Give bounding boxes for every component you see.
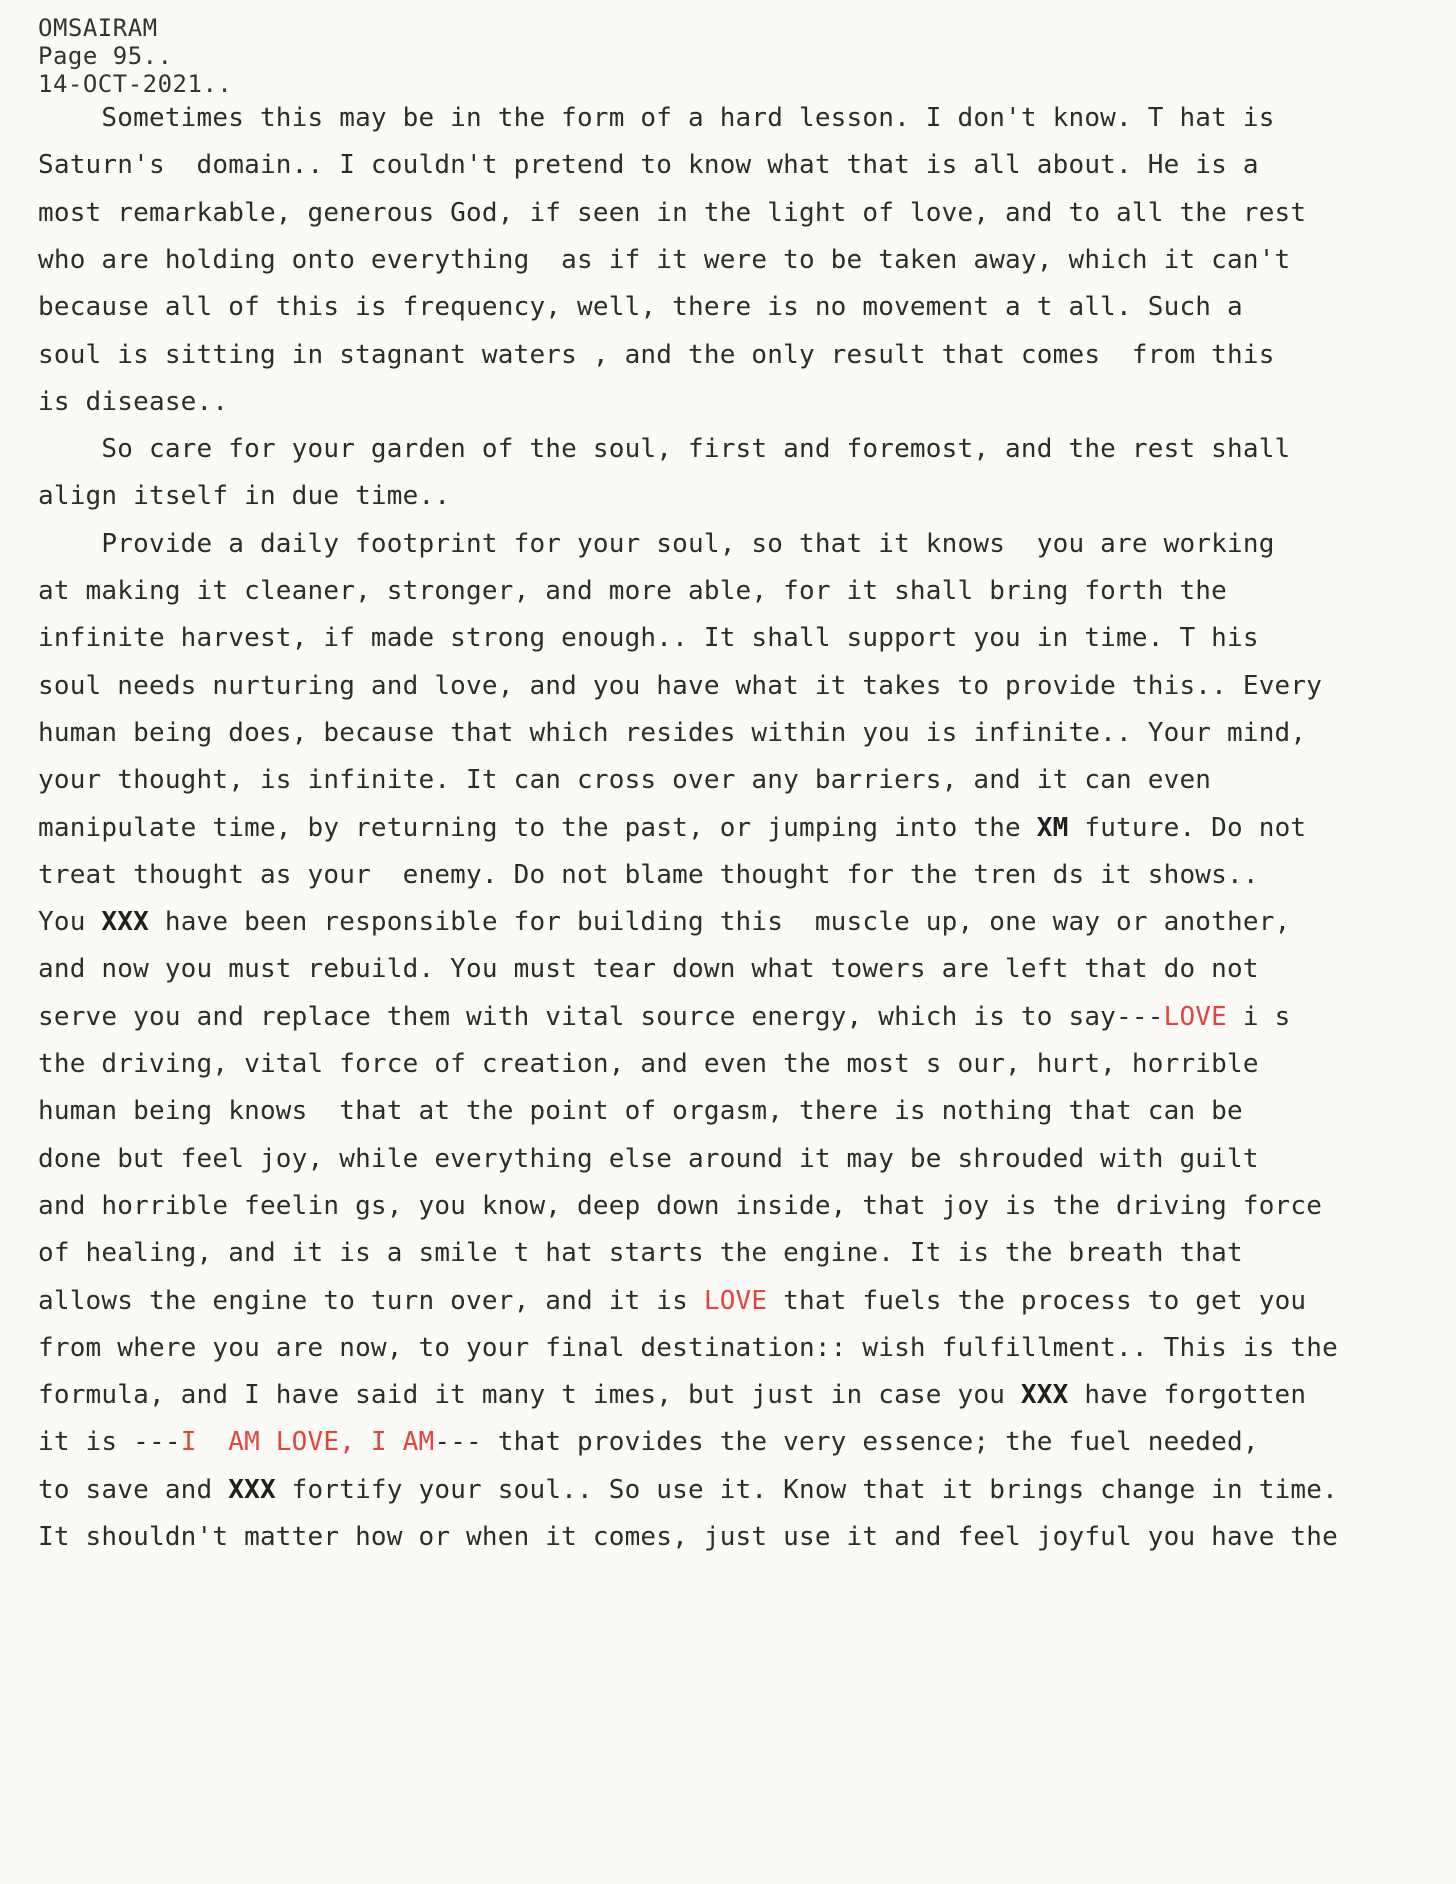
text-segment: the driving, vital force of creation, and even the most s our, hurt, horrible [38, 1049, 1259, 1079]
text-line [38, 429, 1290, 469]
text-line [38, 808, 1306, 848]
text-line [38, 1044, 1259, 1084]
text-segment: who are holding onto everything as if it were to be taken away, which it can't [38, 244, 1291, 275]
text-line [38, 760, 1211, 800]
text-line [38, 193, 1306, 233]
text-segment: infinite harvest, if made strong enough.. It shall support you in time. T his [38, 623, 1259, 654]
overtyped-segment: XM [1036, 812, 1069, 843]
text-segment: and now you must rebuild. You must tear down what towers are left that do not [38, 954, 1259, 985]
text-line [38, 476, 450, 516]
overtyped-segment: XXX [1020, 1380, 1069, 1411]
text-line [38, 1328, 1338, 1368]
text-line [38, 1233, 1243, 1273]
text-segment: You [38, 907, 102, 938]
text-line [38, 1139, 1259, 1179]
text-line [38, 335, 1275, 375]
text-segment: soul is sitting in stagnant waters , and the only result that comes from this [38, 339, 1275, 370]
text-segment: align itself in due time.. [38, 481, 451, 512]
overtyped-segment: XXX [101, 907, 149, 938]
text-segment: and horrible feelin gs, you know, deep down inside, that joy is the driving force [38, 1190, 1323, 1221]
text-segment: manipulate time, by returning to the past, or jumping into the [38, 812, 1037, 843]
text-segment: Saturn's domain.. I couldn't pretend to know what that is all about. He is a [38, 150, 1259, 181]
text-line [38, 524, 1275, 564]
text-line [38, 666, 1322, 706]
text-line [38, 571, 1227, 611]
text-segment: that fuels the process to get you [767, 1285, 1307, 1316]
text-line [38, 1470, 1338, 1510]
text-segment: is disease.. [38, 386, 229, 417]
text-segment: at making it cleaner, stronger, and more able, for it shall bring forth the [38, 576, 1227, 606]
text-segment: done but feel joy, while everything else around it may be shrouded with guilt [38, 1143, 1259, 1174]
text-line [38, 382, 228, 422]
text-segment: have forgotten [1068, 1380, 1307, 1411]
text-segment: It shouldn't matter how or when it comes, just use it and feel joyful you have the [38, 1522, 1338, 1552]
text-segment: to save and [38, 1474, 229, 1505]
text-segment: soul needs nurturing and love, and you have what it takes to provide this.. Every [38, 670, 1323, 701]
text-segment: most remarkable, generous God, if seen in the light of love, and to all the rest [38, 197, 1307, 228]
text-segment: --- that provides the very essence; the fuel needed, [434, 1427, 1259, 1458]
text-line [38, 949, 1259, 989]
text-segment: fortify your soul.. So use it. Know that it brings change in time. [275, 1474, 1338, 1505]
text-segment: from where you are now, to your final destination:: wish fulfillment.. This is the [38, 1332, 1338, 1363]
text-segment: because all of this is frequency, well, there is no movement a t all. Such a [38, 292, 1243, 323]
text-line [38, 145, 1259, 185]
text-segment: Provide a daily footprint for your soul, so that it knows you are working [38, 528, 1275, 559]
text-segment: Sometimes this may be in the form of a hard lesson. I don't know. T hat is [38, 103, 1275, 133]
red-text-segment: LOVE [703, 1285, 768, 1316]
red-text-segment: I AM LOVE, I AM [180, 1427, 435, 1458]
text-segment: future. Do not [1068, 812, 1307, 843]
text-line [38, 855, 1259, 895]
header-date: 14-OCT-2021.. [38, 70, 233, 98]
text-line [38, 1375, 1306, 1415]
text-line [38, 1091, 1243, 1131]
text-segment: treat thought as your enemy. Do not blame thought for the tren ds it shows.. [38, 859, 1259, 890]
text-segment: serve you and replace them with vital source energy, which is to say--- [38, 1001, 1164, 1032]
header-title: OMSAIRAM [38, 14, 158, 42]
text-line [38, 997, 1290, 1037]
text-segment: formula, and I have said it many t imes, but just in case you [38, 1380, 1021, 1411]
text-line [38, 1186, 1322, 1226]
text-line [38, 1422, 1259, 1462]
text-segment: allows the engine to turn over, and it is [38, 1285, 704, 1316]
text-segment: So care for your garden of the soul, first and foremost, and the rest shall [38, 434, 1291, 465]
page-header [38, 14, 232, 98]
text-segment: of healing, and it is a smile t hat starts the engine. It is the breath that [38, 1238, 1243, 1269]
text-line [38, 98, 1275, 138]
text-segment: your thought, is infinite. It can cross over any barriers, and it can even [38, 765, 1212, 796]
text-segment: human being does, because that which resides within you is infinite.. Your mind, [38, 717, 1307, 748]
header-page-number: Page 95.. [38, 42, 173, 70]
text-line [38, 713, 1306, 753]
red-text-segment: LOVE [1163, 1001, 1228, 1032]
overtyped-segment: XXX [228, 1474, 276, 1505]
text-segment: human being knows that at the point of orgasm, there is nothing that can be [38, 1096, 1243, 1127]
text-segment: it is --- [38, 1427, 181, 1458]
text-line [38, 902, 1290, 942]
text-line [38, 287, 1243, 327]
text-line [38, 618, 1259, 658]
text-line [38, 1517, 1338, 1557]
text-line [38, 1281, 1306, 1321]
text-line [38, 240, 1290, 280]
text-segment: have been responsible for building this muscle up, one way or another, [148, 907, 1291, 938]
text-segment: i s [1227, 1001, 1291, 1032]
